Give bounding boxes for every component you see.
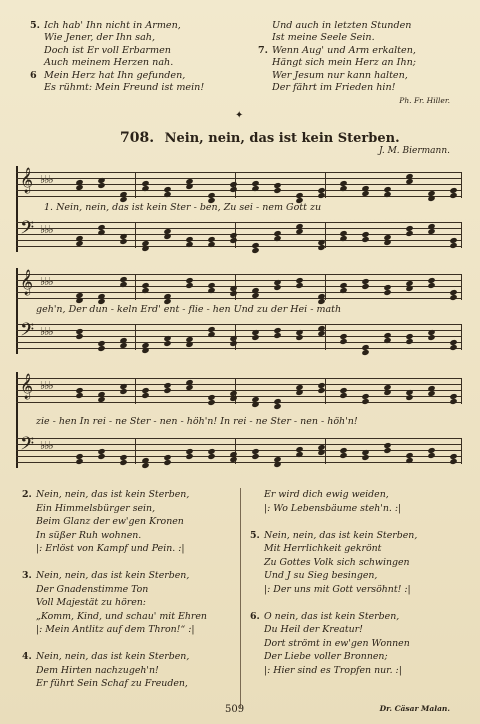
verse-text: Nein, nein, das ist kein Sterben,: [36, 489, 190, 500]
verse-line: [22, 596, 207, 610]
verse-text: O nein, das ist kein Sterben,: [264, 610, 400, 622]
note-head: [273, 284, 281, 291]
note-head: [229, 340, 237, 347]
verse-text: In süßer Ruh wohnen.: [36, 529, 142, 541]
flat-icon: ♭♭♭: [40, 379, 53, 392]
composer: J. M. Biermann.: [378, 146, 450, 156]
note-head: [361, 236, 369, 243]
treble-clef-icon: 𝄞: [20, 270, 34, 295]
note-head: [207, 453, 215, 460]
lyric-line-1: 1. Nein, nein, das ist kein Ster - ben, Zu sei - nem Gott zu: [44, 202, 322, 213]
verse-number: 6: [30, 69, 37, 81]
bass-clef-icon: 𝄢: [20, 434, 35, 459]
verse-text: |: Wo Lebensbäume steh'n. :|: [264, 502, 402, 514]
top-verse-line: [258, 82, 416, 94]
verse-line: [250, 556, 417, 570]
bar-line: [325, 172, 326, 198]
flat-icon: ♭♭♭: [40, 173, 53, 186]
top-verse-line: [258, 32, 416, 44]
verse-text: Wer Jesum nur kann halten,: [272, 69, 408, 81]
note-head: [207, 399, 215, 406]
bottom-attribution: Dr. Cäsar Malan.: [379, 704, 450, 713]
verse-text: [36, 557, 39, 568]
bar-line: [325, 222, 326, 248]
verse-text: Er wird dich ewig weiden,: [264, 489, 389, 500]
staff-line: [16, 274, 462, 275]
note-head: [229, 186, 237, 193]
top-verse-line: [30, 57, 204, 69]
note-head: [163, 340, 171, 347]
top-verse-line: [30, 32, 204, 44]
verse-text: |: Der uns mit Gott versöhnt! :|: [264, 583, 411, 595]
bar-line: [135, 172, 136, 198]
staff-line: [16, 240, 462, 241]
top-verses-right: [258, 20, 416, 94]
verse-text: |: Hier sind es Tropfen nur. :|: [264, 664, 402, 676]
verse-text: Zu Gottes Volk sich schwingen: [264, 556, 410, 568]
staff-line: [16, 462, 462, 463]
staff-line: [16, 450, 462, 451]
bar-line: [461, 222, 462, 248]
note-head: [185, 453, 193, 460]
bass-staff: [16, 320, 462, 350]
verse-line: [22, 583, 207, 597]
note-head: [383, 447, 391, 454]
verse-line: [22, 610, 207, 624]
staff-line: [16, 438, 462, 439]
verse-line: [22, 529, 207, 543]
verse-line: [250, 542, 417, 556]
note-head: [273, 403, 281, 410]
note-head: [251, 247, 259, 254]
note-head: [185, 282, 193, 289]
note-head: [229, 237, 237, 244]
staff-line: [16, 384, 462, 385]
verse-line: [22, 556, 207, 570]
verse-line: [22, 515, 207, 529]
staff-line: [16, 396, 462, 397]
note-head: [141, 347, 149, 354]
treble-staff: [16, 270, 462, 300]
bar-line: [135, 438, 136, 464]
top-verse-line: [258, 70, 416, 82]
note-head: [427, 452, 435, 459]
note-head: [185, 341, 193, 348]
staff-line: [16, 172, 462, 173]
verse-line: [22, 664, 207, 678]
note-head: [405, 338, 413, 345]
verse-number: 3.: [22, 570, 32, 581]
treble-clef-icon: 𝄞: [20, 168, 34, 193]
note-head: [141, 462, 149, 469]
bar-line: [461, 438, 462, 464]
note-head: [119, 388, 127, 395]
staff-line: [16, 324, 462, 325]
bass-clef-icon: 𝄢: [20, 320, 35, 345]
bass-clef-icon: 𝄢: [20, 218, 35, 243]
verse-line: [250, 515, 417, 529]
verse-text: Auch meinem Herzen nah.: [44, 57, 174, 69]
hymn-title-text: Nein, nein, das ist kein Sterben.: [164, 131, 400, 146]
bar-line: [461, 378, 462, 404]
verse-line: [22, 502, 207, 516]
staff-line: [16, 178, 462, 179]
treble-clef-icon: 𝄞: [20, 374, 34, 399]
verse-text: Mit Herrlichkeit gekrönt: [264, 543, 382, 554]
note-head: [361, 283, 369, 290]
verse-line: [22, 677, 207, 691]
note-head: [383, 289, 391, 296]
note-head: [97, 453, 105, 460]
verse-text: Hängt sich mein Herz an Ihn;: [272, 57, 417, 69]
top-verse-line: [258, 57, 416, 69]
top-verses-left: [30, 20, 204, 94]
verse-text: Und auch in letzten Stunden: [272, 20, 412, 31]
verse-line: [250, 583, 417, 597]
note-head: [449, 398, 457, 405]
verse-number: 7.: [258, 44, 269, 56]
top-verse-line: [258, 20, 416, 32]
note-head: [339, 338, 347, 345]
verse-text: Mein Herz hat Ihn gefunden,: [44, 69, 186, 81]
flat-icon: ♭♭♭: [40, 439, 53, 452]
note-head: [141, 245, 149, 252]
treble-staff: [16, 374, 462, 404]
verse-text: [264, 597, 267, 608]
top-attribution: Ph. Fr. Hiller.: [399, 96, 450, 105]
note-head: [339, 452, 347, 459]
staff-line: [16, 196, 462, 197]
verse-text: Ist meine Seele Sein.: [272, 32, 375, 44]
note-head: [427, 195, 435, 202]
verse-text: Es rühmt: Mein Freund ist mein!: [44, 82, 205, 94]
note-head: [361, 398, 369, 405]
top-verse-line: [30, 82, 204, 94]
bar-line: [135, 324, 136, 350]
verse-line: [250, 596, 417, 610]
verse-text: Dort strömt in ew'gen Wonnen: [264, 637, 410, 649]
verse-text: Nein, nein, das ist kein Sterben,: [36, 651, 190, 662]
note-head: [427, 282, 435, 289]
verse-text: |: Mein Antlitz auf dem Thron!“ :|: [36, 624, 195, 635]
verse-text: Doch ist Er voll Erbarmen: [44, 44, 171, 56]
staff-line: [16, 348, 462, 349]
note-head: [449, 242, 457, 249]
bar-line: [325, 378, 326, 404]
note-head: [449, 192, 457, 199]
staff-line: [16, 402, 462, 403]
verse-text: Wenn Aug' und Arm erkalten,: [272, 44, 416, 56]
verse-line: [250, 610, 417, 624]
lyric-line-3: zie - hen In rei - ne Ster - nen - höh'n! In rei - ne Ster - nen - höh'n!: [36, 416, 358, 427]
hymn-title: [120, 130, 400, 146]
verse-text: Er führt Sein Schaf zu Freuden,: [36, 678, 188, 689]
bar-line: [461, 172, 462, 198]
note-head: [75, 297, 83, 304]
note-head: [229, 395, 237, 402]
note-head: [163, 387, 171, 394]
verse-text: |: Erlöst von Kampf und Pein. :|: [36, 543, 185, 554]
verse-text: Der fährt im Frieden hin!: [272, 82, 396, 94]
verse-number: 5.: [30, 20, 41, 31]
note-head: [75, 333, 83, 340]
note-head: [185, 183, 193, 190]
verse-line: [22, 637, 207, 651]
note-head: [75, 392, 83, 399]
top-verse-line: [30, 45, 204, 57]
verse-text: Nein, nein, das ist kein Sterben,: [264, 529, 418, 541]
note-head: [295, 282, 303, 289]
bar-line: [135, 222, 136, 248]
note-head: [383, 389, 391, 396]
note-head: [163, 233, 171, 240]
verse-line: [250, 529, 417, 543]
note-head: [317, 244, 325, 251]
staff-line: [16, 342, 462, 343]
bar-line: [135, 378, 136, 404]
note-head: [449, 294, 457, 301]
note-head: [119, 238, 127, 245]
verse-number: 5.: [250, 529, 260, 541]
verse-text: Ich hab' Ihn nicht in Armen,: [44, 20, 181, 31]
staff-line: [16, 292, 462, 293]
note-head: [383, 239, 391, 246]
bar-line: [461, 324, 462, 350]
flat-icon: ♭♭♭: [40, 325, 53, 338]
note-head: [295, 389, 303, 396]
verse-text: Voll Majestät zu hören:: [36, 597, 146, 608]
verse-text: [264, 516, 267, 527]
lyric-line-2: geh'n, Der dun - keln Erd' ent - flie - hen Und zu der Hei - math: [36, 304, 342, 315]
note-head: [361, 349, 369, 356]
top-verse-line: [30, 70, 204, 82]
note-head: [251, 453, 259, 460]
note-head: [251, 401, 259, 408]
verse-line: [250, 637, 417, 651]
page-number: 509: [225, 704, 245, 715]
verse-text: Ein Himmelsbürger sein,: [36, 502, 156, 514]
verses-right: [250, 488, 417, 677]
verse-text: Du Heil der Kreatur!: [264, 624, 363, 635]
staff-line: [16, 246, 462, 247]
note-head: [361, 454, 369, 461]
verse-text: Der Gnadenstimme Ton: [36, 583, 149, 595]
hymn-number: 708.: [120, 130, 155, 146]
bar-line: [135, 274, 136, 300]
verse-line: [22, 650, 207, 664]
note-head: [119, 459, 127, 466]
bass-staff: [16, 434, 462, 464]
note-head: [273, 187, 281, 194]
verse-line: [250, 623, 417, 637]
note-head: [273, 332, 281, 339]
staff-line: [16, 222, 462, 223]
top-verse-line: [258, 45, 416, 57]
bass-staff: [16, 218, 462, 248]
bar-line: [461, 274, 462, 300]
bar-line: [325, 438, 326, 464]
note-head: [141, 392, 149, 399]
verse-number: 2.: [22, 489, 32, 500]
verse-line: [250, 650, 417, 664]
note-head: [405, 230, 413, 237]
note-head: [339, 392, 347, 399]
verse-line: [250, 502, 417, 516]
note-head: [251, 334, 259, 341]
note-head: [75, 458, 83, 465]
verse-line: [22, 542, 207, 556]
note-head: [449, 344, 457, 351]
verse-text: Dem Hirten nachzugeh'n!: [36, 664, 159, 676]
verses-left: [22, 488, 207, 691]
verse-line: [250, 488, 417, 502]
verse-text: Nein, nein, das ist kein Sterben,: [36, 570, 190, 581]
treble-staff: [16, 168, 462, 198]
staff-line: [16, 286, 462, 287]
verse-line: [22, 569, 207, 583]
column-divider: [240, 488, 241, 708]
staff-line: [16, 228, 462, 229]
verse-text: „Komm, Kind, und schau' mit Ehren: [36, 610, 207, 622]
verse-text: Und J su Sieg besingen,: [264, 570, 378, 581]
verse-line: [22, 488, 207, 502]
note-head: [405, 285, 413, 292]
note-head: [229, 290, 237, 297]
verse-text: Beim Glanz der ew'gen Kronen: [36, 516, 184, 527]
note-head: [97, 182, 105, 189]
flat-icon: ♭♭♭: [40, 275, 53, 288]
ornament-divider: ✦: [235, 110, 244, 121]
verse-number: 4.: [22, 651, 32, 662]
staff-line: [16, 444, 462, 445]
verse-text: Der Liebe voller Bronnen;: [264, 651, 388, 662]
top-verse-line: [30, 20, 204, 32]
note-head: [273, 461, 281, 468]
staff-line: [16, 190, 462, 191]
staff-line: [16, 234, 462, 235]
verse-line: [250, 569, 417, 583]
flat-icon: ♭♭♭: [40, 223, 53, 236]
note-head: [427, 334, 435, 341]
staff-line: [16, 184, 462, 185]
verse-text: Wie Jener, der Ihn sah,: [44, 32, 156, 44]
verse-text: [36, 638, 39, 649]
note-head: [163, 459, 171, 466]
note-head: [97, 345, 105, 352]
verse-number: 6.: [250, 610, 260, 622]
note-head: [295, 334, 303, 341]
verse-line: [22, 623, 207, 637]
note-head: [405, 394, 413, 401]
staff-line: [16, 280, 462, 281]
note-head: [449, 458, 457, 465]
verse-line: [250, 664, 417, 678]
staff-line: [16, 378, 462, 379]
